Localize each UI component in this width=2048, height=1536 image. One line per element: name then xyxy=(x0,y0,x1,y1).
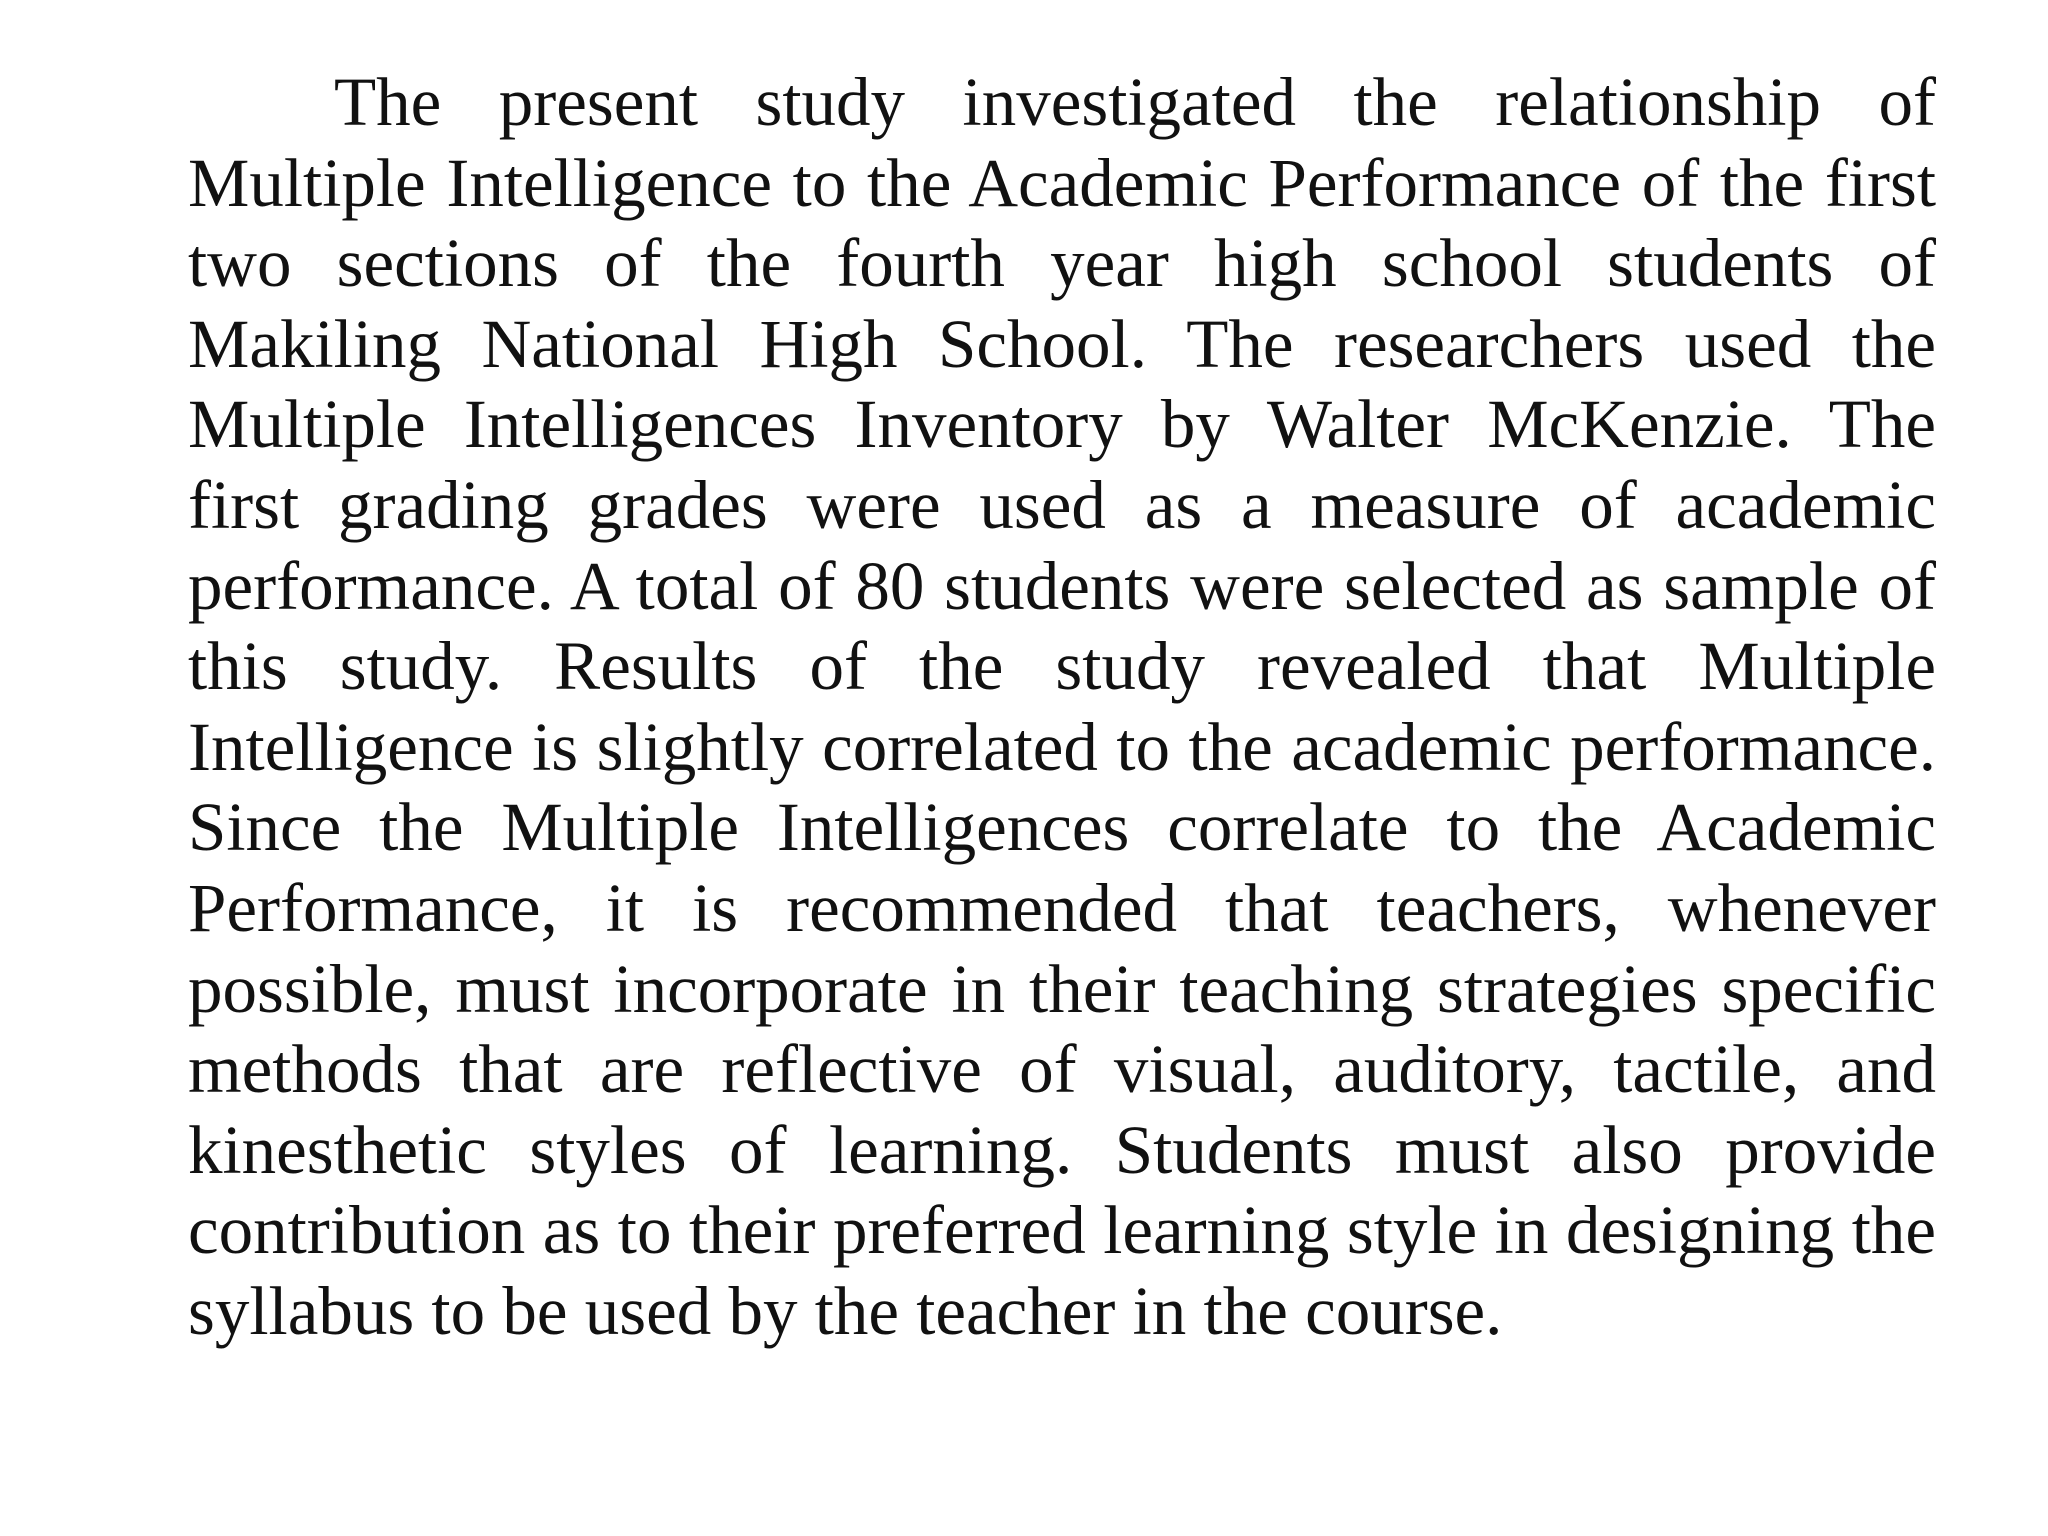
abstract-paragraph: The present study investigated the relationship of Multiple Intelligence to the Academic Performance of the first two sections of the fourth year high school students of Makiling National High School. The researchers used the Multiple Intelligences Inventory by Walter McKenzie. The first grading grades were used as a measure of academic performance. A total of 80 students were selected as sample of this study. Results of the study revealed that Multiple Intelligence is slightly correlated to the academic performance. Since the Multiple Intelligences correlate to the Academic Performance, it is recommended that teachers, whenever possible, must incorporate in their teaching strategies specific methods that are reflective of visual, auditory, tactile, and kinesthetic styles of learning. Students must also provide contribution as to their preferred learning style in designing the syllabus to be used by the teacher in the course. xyxy=(188,64,1936,1349)
